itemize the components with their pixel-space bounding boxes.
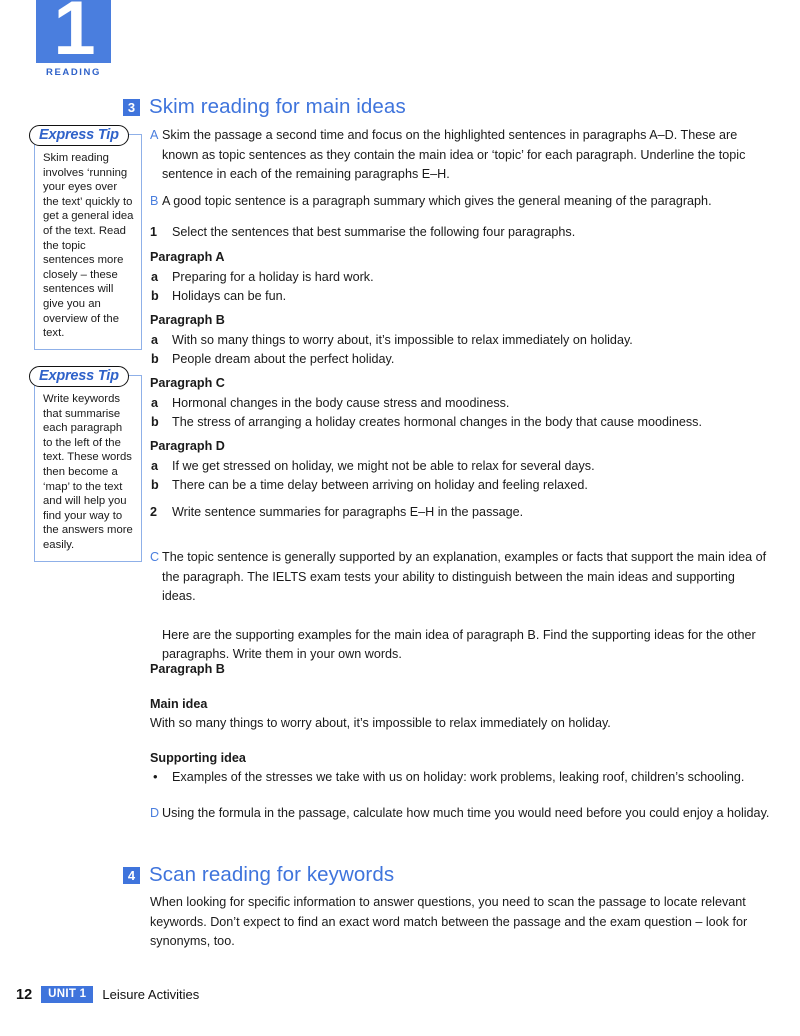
item-b-step-1 bbox=[150, 223, 770, 243]
item-a bbox=[150, 126, 770, 185]
footer-unit-badge: UNIT 1 bbox=[41, 986, 93, 1003]
section-header-4 bbox=[123, 863, 394, 887]
choice-c-option-a[interactable] bbox=[150, 394, 770, 413]
choice-a-option-b-text: Holidays can be fun. bbox=[172, 288, 287, 303]
choice-a-option-b-marker: b bbox=[151, 288, 159, 303]
main-idea-text: With so many things to worry about, it’s impossible to relax immediately on holiday. bbox=[150, 716, 611, 731]
item-a-text: Skim the passage a second time and focus on the highlighted sentences in paragraphs A–D. These are known as topic sentences as they contain the main idea or ‘topic’ for each paragraph. Underline the topic sentence in each of the remaining paragraphs E–H. bbox=[162, 128, 746, 182]
supporting-idea-heading: Supporting idea bbox=[150, 750, 246, 765]
choice-a-option-a-text: Preparing for a holiday is hard work. bbox=[172, 269, 374, 284]
express-tip-box-2 bbox=[34, 368, 142, 562]
section-badge-4: 4 bbox=[123, 867, 140, 884]
bullet-icon: • bbox=[153, 769, 158, 785]
supporting-idea-item bbox=[150, 768, 770, 788]
choice-d-option-b[interactable] bbox=[150, 476, 770, 495]
item-b-step-2-text: Write sentence summaries for paragraphs E–H in the passage. bbox=[172, 505, 524, 519]
choice-b-option-a-marker: a bbox=[151, 332, 159, 347]
express-tip-body-2: Write keywords that summarise each paragraph to the left of the text. These words then become a ‘map’ to the text and will help you find your way to the answers more easily. bbox=[43, 393, 133, 551]
item-c-text-2: Here are the supporting examples for the main idea of paragraph B. Find the supporting ideas for the other paragraphs. Write them in your own words. bbox=[162, 627, 756, 662]
item-b-step-1-text: Select the sentences that best summarise the following four paragraphs. bbox=[172, 225, 576, 239]
choice-b-option-b-marker: b bbox=[151, 351, 159, 366]
choice-a-option-b[interactable] bbox=[150, 287, 770, 306]
choice-c-option-a-text: Hormonal changes in the body cause stress and moodiness. bbox=[172, 395, 510, 410]
choice-a-option-a-marker: a bbox=[151, 269, 159, 284]
section-badge-3: 3 bbox=[123, 99, 140, 116]
choice-b-option-a-text: With so many things to worry about, it’s impossible to relax immediately on holiday. bbox=[172, 332, 633, 347]
item-d-marker: D bbox=[150, 806, 160, 820]
express-tip-box-1 bbox=[34, 127, 142, 350]
item-c bbox=[150, 548, 770, 607]
choice-d-option-b-text: There can be a time delay between arriving on holiday and feeling relaxed. bbox=[172, 477, 588, 492]
choice-d-option-b-marker: b bbox=[151, 477, 159, 492]
paragraph-heading-b: Paragraph B bbox=[150, 313, 225, 327]
item-b-step-2 bbox=[150, 503, 770, 523]
section-header-3 bbox=[123, 95, 406, 119]
express-tip-body-1: Skim reading involves ‘running your eyes over the text’ quickly to get a general idea of the text. Read the topic sentences more closely – these sentences will give you an overview of the text. bbox=[43, 152, 134, 340]
section-title-3: Skim reading for main ideas bbox=[149, 95, 406, 118]
item-d-text: Using the formula in the passage, calculate how much time you would need before you could enjoy a holiday. bbox=[162, 806, 770, 820]
item-c-marker: C bbox=[150, 550, 160, 564]
express-tip-pill-1: Express Tip bbox=[29, 125, 129, 146]
page-footer bbox=[16, 986, 199, 1003]
choice-c-option-b-marker: b bbox=[151, 414, 159, 429]
item-b-step-2-marker: 2 bbox=[150, 505, 158, 519]
choice-b-option-b-text: People dream about the perfect holiday. bbox=[172, 351, 395, 366]
choice-b-option-b[interactable] bbox=[150, 350, 770, 369]
footer-page-number: 12 bbox=[16, 986, 33, 1003]
item-c-text-1: The topic sentence is generally supported by an explanation, examples or facts that support the main idea of the paragraph. The IELTS exam tests your ability to distinguish between the main ideas and supporting ideas. bbox=[162, 550, 767, 604]
choice-a-option-a[interactable] bbox=[150, 268, 770, 287]
item-b-text: A good topic sentence is a paragraph summary which gives the general meaning of the paragraph. bbox=[162, 194, 712, 208]
main-idea-heading: Main idea bbox=[150, 696, 208, 711]
unit-logo-label: READING bbox=[45, 67, 101, 78]
choice-c-option-a-marker: a bbox=[151, 395, 159, 410]
choice-b-option-a[interactable] bbox=[150, 331, 770, 350]
paragraph-heading-a: Paragraph A bbox=[150, 250, 225, 264]
supporting-idea-text: Examples of the stresses we take with us on holiday: work problems, leaking roof, children’s schooling. bbox=[172, 770, 745, 785]
paragraph-heading-d: Paragraph D bbox=[150, 439, 225, 453]
choice-d-option-a-text: If we get stressed on holiday, we might not be able to relax for several days. bbox=[172, 458, 595, 473]
unit-logo-numeral: 1 bbox=[53, 0, 94, 71]
choice-d-option-a[interactable] bbox=[150, 457, 770, 476]
footer-title: Leisure Activities bbox=[102, 987, 200, 1002]
item-b-step-1-marker: 1 bbox=[150, 225, 158, 239]
section4-body: When looking for specific information to answer questions, you need to scan the passage to locate relevant keywords. Don’t expect to find an exact word match between the passage and the exam question – look for synonyms, too. bbox=[150, 895, 748, 949]
unit-logo-square bbox=[36, 0, 111, 71]
item-a-marker: A bbox=[150, 128, 159, 142]
unit-logo bbox=[36, 0, 111, 78]
section-title-4: Scan reading for keywords bbox=[149, 863, 395, 886]
choice-c-option-b-text: The stress of arranging a holiday creates hormonal changes in the body that cause moodiness. bbox=[172, 414, 702, 429]
express-tip-pill-2: Express Tip bbox=[29, 366, 129, 387]
example-paragraph-heading: Paragraph B bbox=[150, 662, 225, 676]
item-b bbox=[150, 192, 770, 212]
item-d bbox=[150, 804, 770, 824]
choice-d-option-a-marker: a bbox=[151, 458, 159, 473]
paragraph-heading-c: Paragraph C bbox=[150, 376, 225, 390]
item-b-marker: B bbox=[150, 194, 159, 208]
choice-c-option-b[interactable] bbox=[150, 413, 770, 432]
